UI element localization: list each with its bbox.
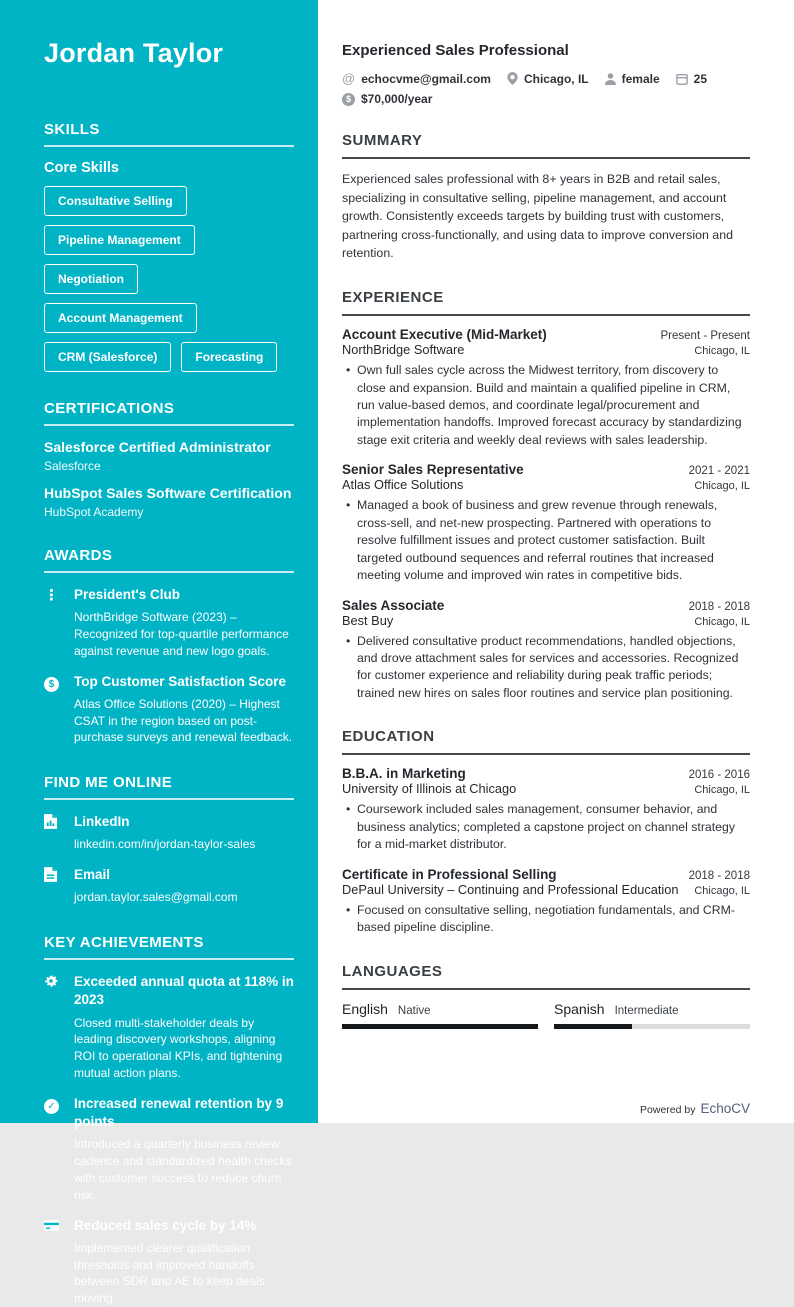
skill-chip: Negotiation bbox=[44, 264, 138, 294]
education-bullet: • Focused on consultative selling, negotiation fundamentals, and CRM-based pipeline discipline. bbox=[357, 902, 750, 937]
profile-label: Email bbox=[74, 867, 111, 883]
job-company: Atlas Office Solutions bbox=[342, 477, 464, 493]
certifications-heading: CERTIFICATIONS bbox=[44, 400, 294, 426]
profile-label: LinkedIn bbox=[74, 814, 130, 830]
contact-age bbox=[676, 71, 707, 86]
language-proficiency-fill bbox=[342, 1024, 538, 1029]
gear-icon bbox=[44, 975, 58, 992]
achievement-item bbox=[44, 1217, 294, 1307]
language-level: Native bbox=[397, 1004, 431, 1017]
job-title: Senior Sales Representative bbox=[342, 462, 524, 478]
job-company: NorthBridge Software bbox=[342, 342, 465, 358]
certification-item bbox=[44, 485, 294, 519]
language-level: Intermediate bbox=[614, 1004, 679, 1017]
education-bullet: • Coursework included sales management, consumer behavior, and business analytics; completed a capstone project on channel strategy for a mid-market distributor. bbox=[357, 801, 750, 853]
job-bullet: • Own full sales cycle across the Midwest territory, from discovery to close and expansion. Build and maintain a qualified pipeline in CRM, run value-based demos, and coordinate legal/procurement and implementation handoffs. Improved forecast accuracy by standardizing stage exit criteria and weekly deal reviews with sales leadership. bbox=[357, 362, 750, 449]
award-item bbox=[44, 673, 294, 747]
person-icon bbox=[605, 73, 616, 85]
main-content bbox=[318, 0, 794, 1123]
achievement-title: Reduced sales cycle by 14% bbox=[74, 1217, 257, 1233]
achievement-description: Introduced a quarterly business review cadence and standardized health checks with customer success to reduce churn risk. bbox=[74, 1137, 292, 1202]
awards-section bbox=[44, 547, 294, 746]
certification-item bbox=[44, 439, 294, 473]
skills-heading: SKILLS bbox=[44, 121, 294, 147]
online-profile-item bbox=[44, 813, 294, 853]
language-proficiency-bar bbox=[554, 1024, 750, 1029]
job-location: Chicago, IL bbox=[694, 480, 750, 493]
experience-section bbox=[342, 289, 750, 702]
sidebar bbox=[0, 0, 318, 1306]
footer bbox=[640, 1101, 750, 1116]
powered-by-label: Powered by bbox=[640, 1104, 696, 1116]
job-company: Best Buy bbox=[342, 612, 394, 628]
document-icon bbox=[44, 869, 57, 886]
contact-gender-value: female bbox=[621, 71, 660, 86]
job-dates: 2018 - 2018 bbox=[688, 600, 750, 613]
key-achievements-section bbox=[44, 934, 294, 1307]
achievement-title: Exceeded annual quota at 118% in 2023 bbox=[74, 974, 294, 1008]
school-location: Chicago, IL bbox=[694, 784, 750, 797]
candidate-name: Jordan Taylor bbox=[44, 38, 224, 68]
education-dates: 2018 - 2018 bbox=[688, 869, 750, 882]
contact-age-value: 25 bbox=[693, 71, 708, 86]
profile-url[interactable]: jordan.taylor.sales@gmail.com bbox=[74, 890, 238, 905]
language-name: Spanish bbox=[554, 1000, 605, 1017]
education-dates: 2016 - 2016 bbox=[688, 769, 750, 782]
education-section bbox=[342, 728, 750, 936]
check-circle-icon: ✓ bbox=[44, 1099, 59, 1114]
contact-email bbox=[342, 71, 491, 86]
school-location: Chicago, IL bbox=[694, 884, 750, 897]
skill-chip: Account Management bbox=[44, 303, 197, 333]
language-item bbox=[342, 1001, 538, 1029]
certification-issuer: Salesforce bbox=[44, 459, 101, 473]
awards-heading: AWARDS bbox=[44, 547, 294, 573]
job-location: Chicago, IL bbox=[694, 615, 750, 628]
achievement-item bbox=[44, 1095, 294, 1204]
profile-url[interactable]: linkedin.com/in/jordan-taylor-sales bbox=[74, 837, 256, 852]
skill-chips bbox=[44, 186, 294, 372]
language-proficiency-bar bbox=[342, 1024, 538, 1029]
key-achievements-heading: KEY ACHIEVEMENTS bbox=[44, 934, 294, 960]
summary-heading: SUMMARY bbox=[342, 132, 750, 159]
online-profile-item bbox=[44, 866, 294, 906]
job-bullet: • Delivered consultative product recommendations, handled objections, and drove attachment sales for services and accessories. Recognized for customer experience and reliability during peak traffic periods; trained new hires on sales floor routines and service plan positioning. bbox=[357, 633, 750, 703]
contact-salary bbox=[342, 92, 432, 106]
contact-row bbox=[342, 71, 750, 106]
document-chart-icon bbox=[44, 816, 57, 833]
contact-salary-value: $70,000/year bbox=[361, 92, 433, 106]
location-pin-icon bbox=[507, 72, 518, 85]
summary-section bbox=[342, 132, 750, 263]
achievement-item bbox=[44, 973, 294, 1082]
languages-section bbox=[342, 963, 750, 1029]
credit-card-icon bbox=[44, 1218, 59, 1235]
school-name: University of Illinois at Chicago bbox=[342, 781, 517, 797]
contact-location bbox=[507, 71, 589, 86]
experience-heading: EXPERIENCE bbox=[342, 289, 750, 316]
echocv-brand-link[interactable]: EchoCV bbox=[700, 1101, 750, 1116]
job-location: Chicago, IL bbox=[694, 345, 750, 358]
award-item bbox=[44, 586, 294, 660]
certification-issuer: HubSpot Academy bbox=[44, 505, 144, 519]
skill-chip: Forecasting bbox=[181, 342, 277, 372]
job-dates: 2021 - 2021 bbox=[688, 465, 750, 478]
contact-email-value[interactable]: echocvme@gmail.com bbox=[361, 71, 491, 86]
achievement-description: Implemented clearer qualification thresholds and improved handoffs between SDR and AE to keep deals moving. bbox=[74, 1240, 265, 1306]
headline-title: Experienced Sales Professional bbox=[342, 42, 569, 59]
experience-entry bbox=[342, 327, 750, 449]
award-title: Top Customer Satisfaction Score bbox=[74, 673, 287, 689]
award-title: President's Club bbox=[74, 587, 180, 602]
job-title: Account Executive (Mid-Market) bbox=[342, 327, 547, 343]
job-title: Sales Associate bbox=[342, 597, 445, 613]
language-name: English bbox=[342, 1000, 388, 1017]
calendar-icon bbox=[676, 73, 688, 85]
certifications-section bbox=[44, 400, 294, 519]
job-bullet: • Managed a book of business and grew revenue through renewals, cross-sell, and net-new prospecting. Partnered with operations to resolve fulfillment issues and protect customer satisfaction. Built targeted outbound sequences and referral routines that increased meeting volume and improved win rates in competitive bids. bbox=[357, 497, 750, 584]
achievement-description: Closed multi-stakeholder deals by leading discovery workshops, aligning ROI to operational KPIs, and tightening mutual action plans. bbox=[74, 1015, 283, 1081]
education-entry bbox=[342, 867, 750, 937]
award-description: Atlas Office Solutions (2020) – Highest CSAT in the region based on post-purchase surveys and renewal feedback. bbox=[74, 696, 293, 745]
experience-entry bbox=[342, 598, 750, 703]
language-item bbox=[554, 1001, 750, 1029]
language-proficiency-fill bbox=[554, 1024, 632, 1029]
degree-title: B.B.A. in Marketing bbox=[342, 766, 466, 782]
education-entry bbox=[342, 766, 750, 853]
ellipsis-icon: ⋮ bbox=[44, 587, 59, 604]
skill-chip: Consultative Selling bbox=[44, 186, 187, 216]
contact-location-value: Chicago, IL bbox=[523, 71, 589, 86]
job-dates: Present - Present bbox=[660, 330, 750, 343]
languages-heading: LANGUAGES bbox=[342, 963, 750, 990]
degree-title: Certificate in Professional Selling bbox=[342, 866, 557, 882]
skill-chip: CRM (Salesforce) bbox=[44, 342, 171, 372]
education-heading: EDUCATION bbox=[342, 728, 750, 755]
summary-text: Experienced sales professional with 8+ years in B2B and retail sales, specializing in consultative selling, pipeline management, and account growth. Consistently exceeds targets by building trust with customers, partnering cross-functionally, and using data to improve conversion and retention. bbox=[342, 172, 733, 261]
at-icon: @ bbox=[342, 71, 356, 86]
contact-gender bbox=[605, 71, 660, 86]
school-name: DePaul University – Continuing and Professional Education bbox=[342, 881, 679, 897]
skills-section bbox=[44, 121, 294, 372]
skills-group-label: Core Skills bbox=[44, 160, 119, 176]
find-me-online-heading: FIND ME ONLINE bbox=[44, 774, 294, 800]
certification-title: HubSpot Sales Software Certification bbox=[44, 485, 292, 501]
find-me-online-section bbox=[44, 774, 294, 906]
award-description: NorthBridge Software (2023) – Recognized for top-quartile performance against revenue and new logo goals. bbox=[74, 610, 289, 658]
dollar-circle-icon: $ bbox=[44, 677, 59, 692]
skill-chip: Pipeline Management bbox=[44, 225, 195, 255]
experience-entry bbox=[342, 462, 750, 584]
achievement-title: Increased renewal retention by 9 points bbox=[74, 1095, 284, 1130]
certification-title: Salesforce Certified Administrator bbox=[44, 439, 271, 455]
dollar-circle-icon: $ bbox=[342, 93, 355, 106]
